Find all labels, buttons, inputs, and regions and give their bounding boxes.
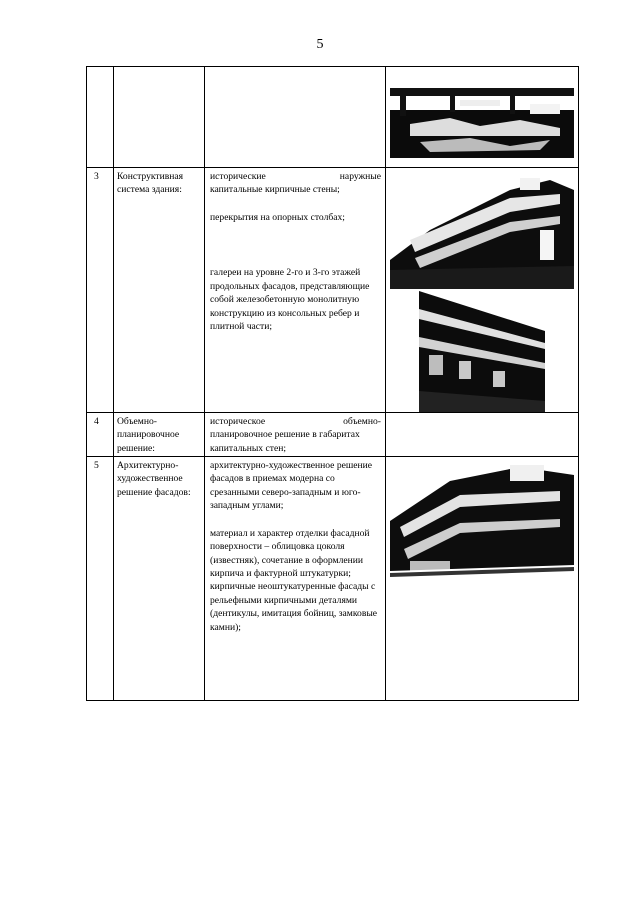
description-line: планировочное решение в габаритах капитальных стен; [210, 429, 360, 454]
description-paragraph: кирпичные неоштукатуренные фасады с рельефными кирпичными деталями (дентикулы, имитация бойниц, замковые камни); [210, 581, 378, 633]
building-photo [390, 170, 578, 289]
page-number: 5 [316, 37, 324, 52]
row-description-cell [205, 413, 386, 457]
description-line: исторические наружные [210, 171, 381, 182]
building-photo [390, 80, 578, 158]
row-name-cell: Архитектурно-художественное решение фасадов: [114, 457, 205, 701]
description-paragraph: галереи на уровне 2-го и 3-го этажей продольных фасадов, представляющие собой железобетонную монолитную конструкцию из консольных ребер и плитной части; [210, 267, 370, 332]
row-number-cell: 4 [87, 413, 114, 457]
description-paragraph: архитектурно-художественное решение фасадов в приемах модерна со срезанными северо-западным и юго-западным углами; [210, 460, 373, 512]
row-photo-cell [386, 168, 579, 413]
row-number-cell [87, 67, 114, 168]
row-number-cell: 5 [87, 457, 114, 701]
description-line: капитальные кирпичные стены; [210, 184, 340, 196]
row-number-cell: 3 [87, 168, 114, 413]
row-photo-cell [386, 67, 579, 168]
description-line: историческое объемно- [210, 416, 381, 427]
building-photo [419, 291, 578, 412]
row-description-cell [205, 457, 386, 701]
table-row [87, 413, 579, 457]
building-photo [390, 461, 578, 593]
table-row [87, 67, 579, 168]
requirements-table [86, 66, 579, 701]
description-paragraph: материал и характер отделки фасадной поверхности – облицовка цоколя (известняк), сочетание в оформлении кирпича и фактурной штукатурки; [210, 527, 370, 579]
row-name-cell: Конструктивная система здания: [114, 168, 205, 413]
description-paragraph: перекрытия на опорных столбах; [210, 211, 345, 223]
row-description-cell [205, 67, 386, 168]
row-photo-cell [386, 413, 579, 457]
row-name-cell: Объемно-планировочное решение: [114, 413, 205, 457]
row-photo-cell [386, 457, 579, 701]
row-description-cell [205, 168, 386, 413]
row-name-cell [114, 67, 205, 168]
table-row [87, 457, 579, 701]
table-row [87, 168, 579, 413]
